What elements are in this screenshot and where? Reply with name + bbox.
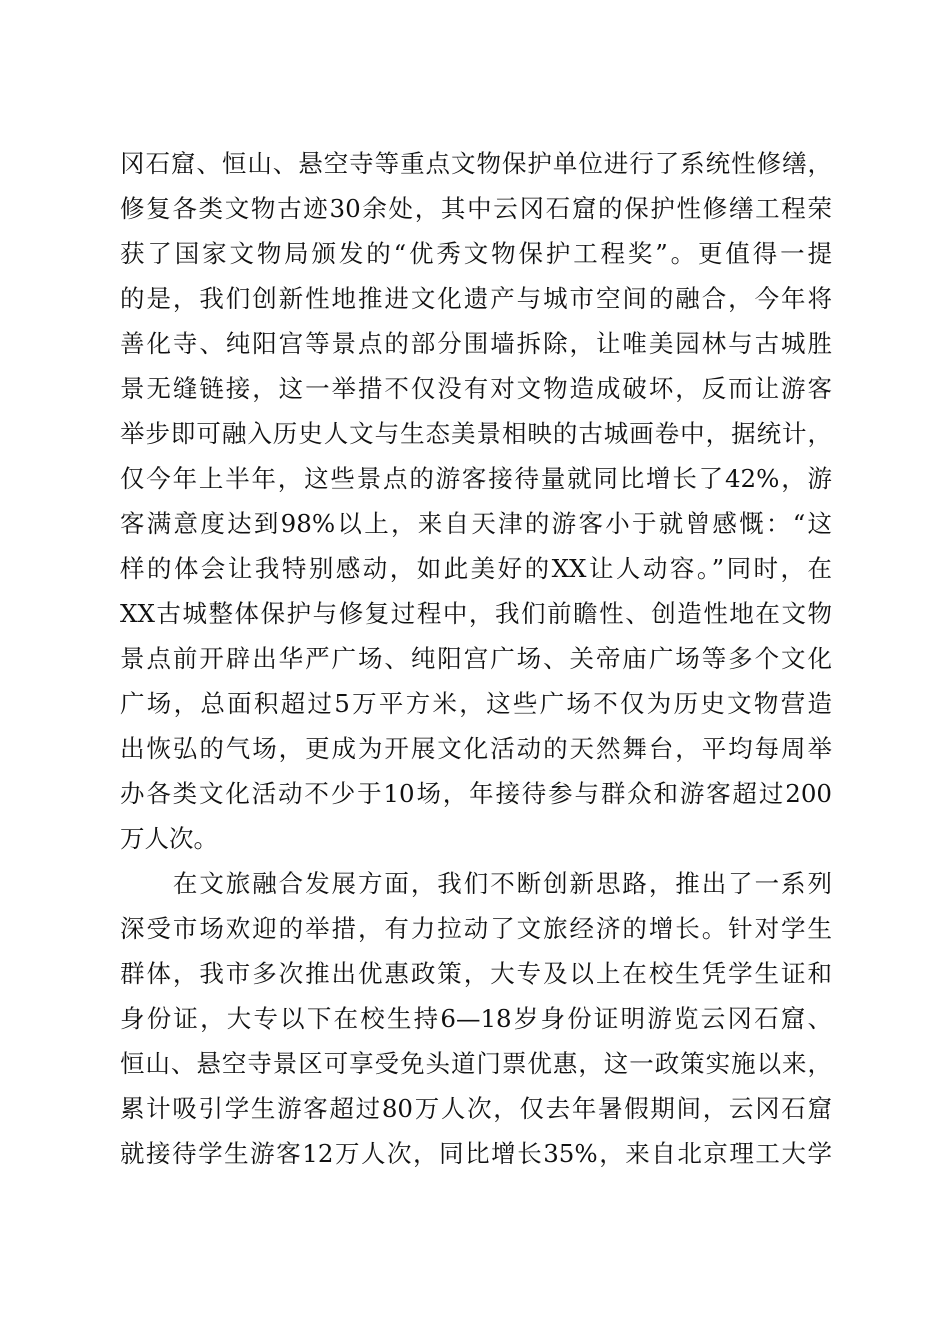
text-line: 冈石窟、恒山、悬空寺等重点文物保护单位进行了系统性修缮， <box>120 149 832 178</box>
text-line: 在文旅融合发展方面，我们不断创新思路，推出了一系列 <box>120 869 832 898</box>
text-line: 仅今年上半年，这些景点的游客接待量就同比增长了42%，游 <box>120 464 832 493</box>
paragraph-2 <box>120 861 832 1176</box>
text-line: 万人次。 <box>120 824 218 853</box>
text-line: 客满意度达到98%以上，来自天津的游客小于就曾感慨：“这 <box>120 509 832 538</box>
text-line: 深受市场欢迎的举措，有力拉动了文旅经济的增长。针对学生 <box>120 914 832 943</box>
text-line: 获了国家文物局颁发的“优秀文物保护工程奖”。更值得一提 <box>120 239 832 268</box>
text-line: 景无缝链接，这一举措不仅没有对文物造成破坏，反而让游客 <box>120 374 832 403</box>
text-line: 广场，总面积超过5万平方米，这些广场不仅为历史文物营造 <box>120 689 832 718</box>
text-line: 就接待学生游客12万人次，同比增长35%，来自北京理工大学 <box>120 1139 832 1168</box>
text-line: 举步即可融入历史人文与生态美景相映的古城画卷中，据统计， <box>120 419 832 448</box>
body-text <box>120 141 832 1176</box>
text-line: 景点前开辟出华严广场、纯阳宫广场、关帝庙广场等多个文化 <box>120 644 832 673</box>
paragraph-1 <box>120 141 832 861</box>
text-line: XX古城整体保护与修复过程中，我们前瞻性、创造性地在文物 <box>120 599 832 628</box>
text-line: 群体，我市多次推出优惠政策，大专及以上在校生凭学生证和 <box>120 959 832 988</box>
text-line: 善化寺、纯阳宫等景点的部分围墙拆除，让唯美园林与古城胜 <box>120 329 832 358</box>
text-line: 的是，我们创新性地推进文化遗产与城市空间的融合，今年将 <box>120 284 832 313</box>
text-line: 样的体会让我特别感动，如此美好的XX让人动容。”同时，在 <box>120 554 832 583</box>
text-line: 身份证，大专以下在校生持6—18岁身份证明游览云冈石窟、 <box>120 1004 832 1033</box>
text-line: 办各类文化活动不少于10场，年接待参与群众和游客超过200 <box>120 779 832 808</box>
text-line: 恒山、悬空寺景区可享受免头道门票优惠，这一政策实施以来， <box>120 1049 832 1078</box>
text-line: 修复各类文物古迹30余处，其中云冈石窟的保护性修缮工程荣 <box>120 194 832 223</box>
text-line: 累计吸引学生游客超过80万人次，仅去年暑假期间，云冈石窟 <box>120 1094 832 1123</box>
text-line: 出恢弘的气场，更成为开展文化活动的天然舞台，平均每周举 <box>120 734 832 763</box>
